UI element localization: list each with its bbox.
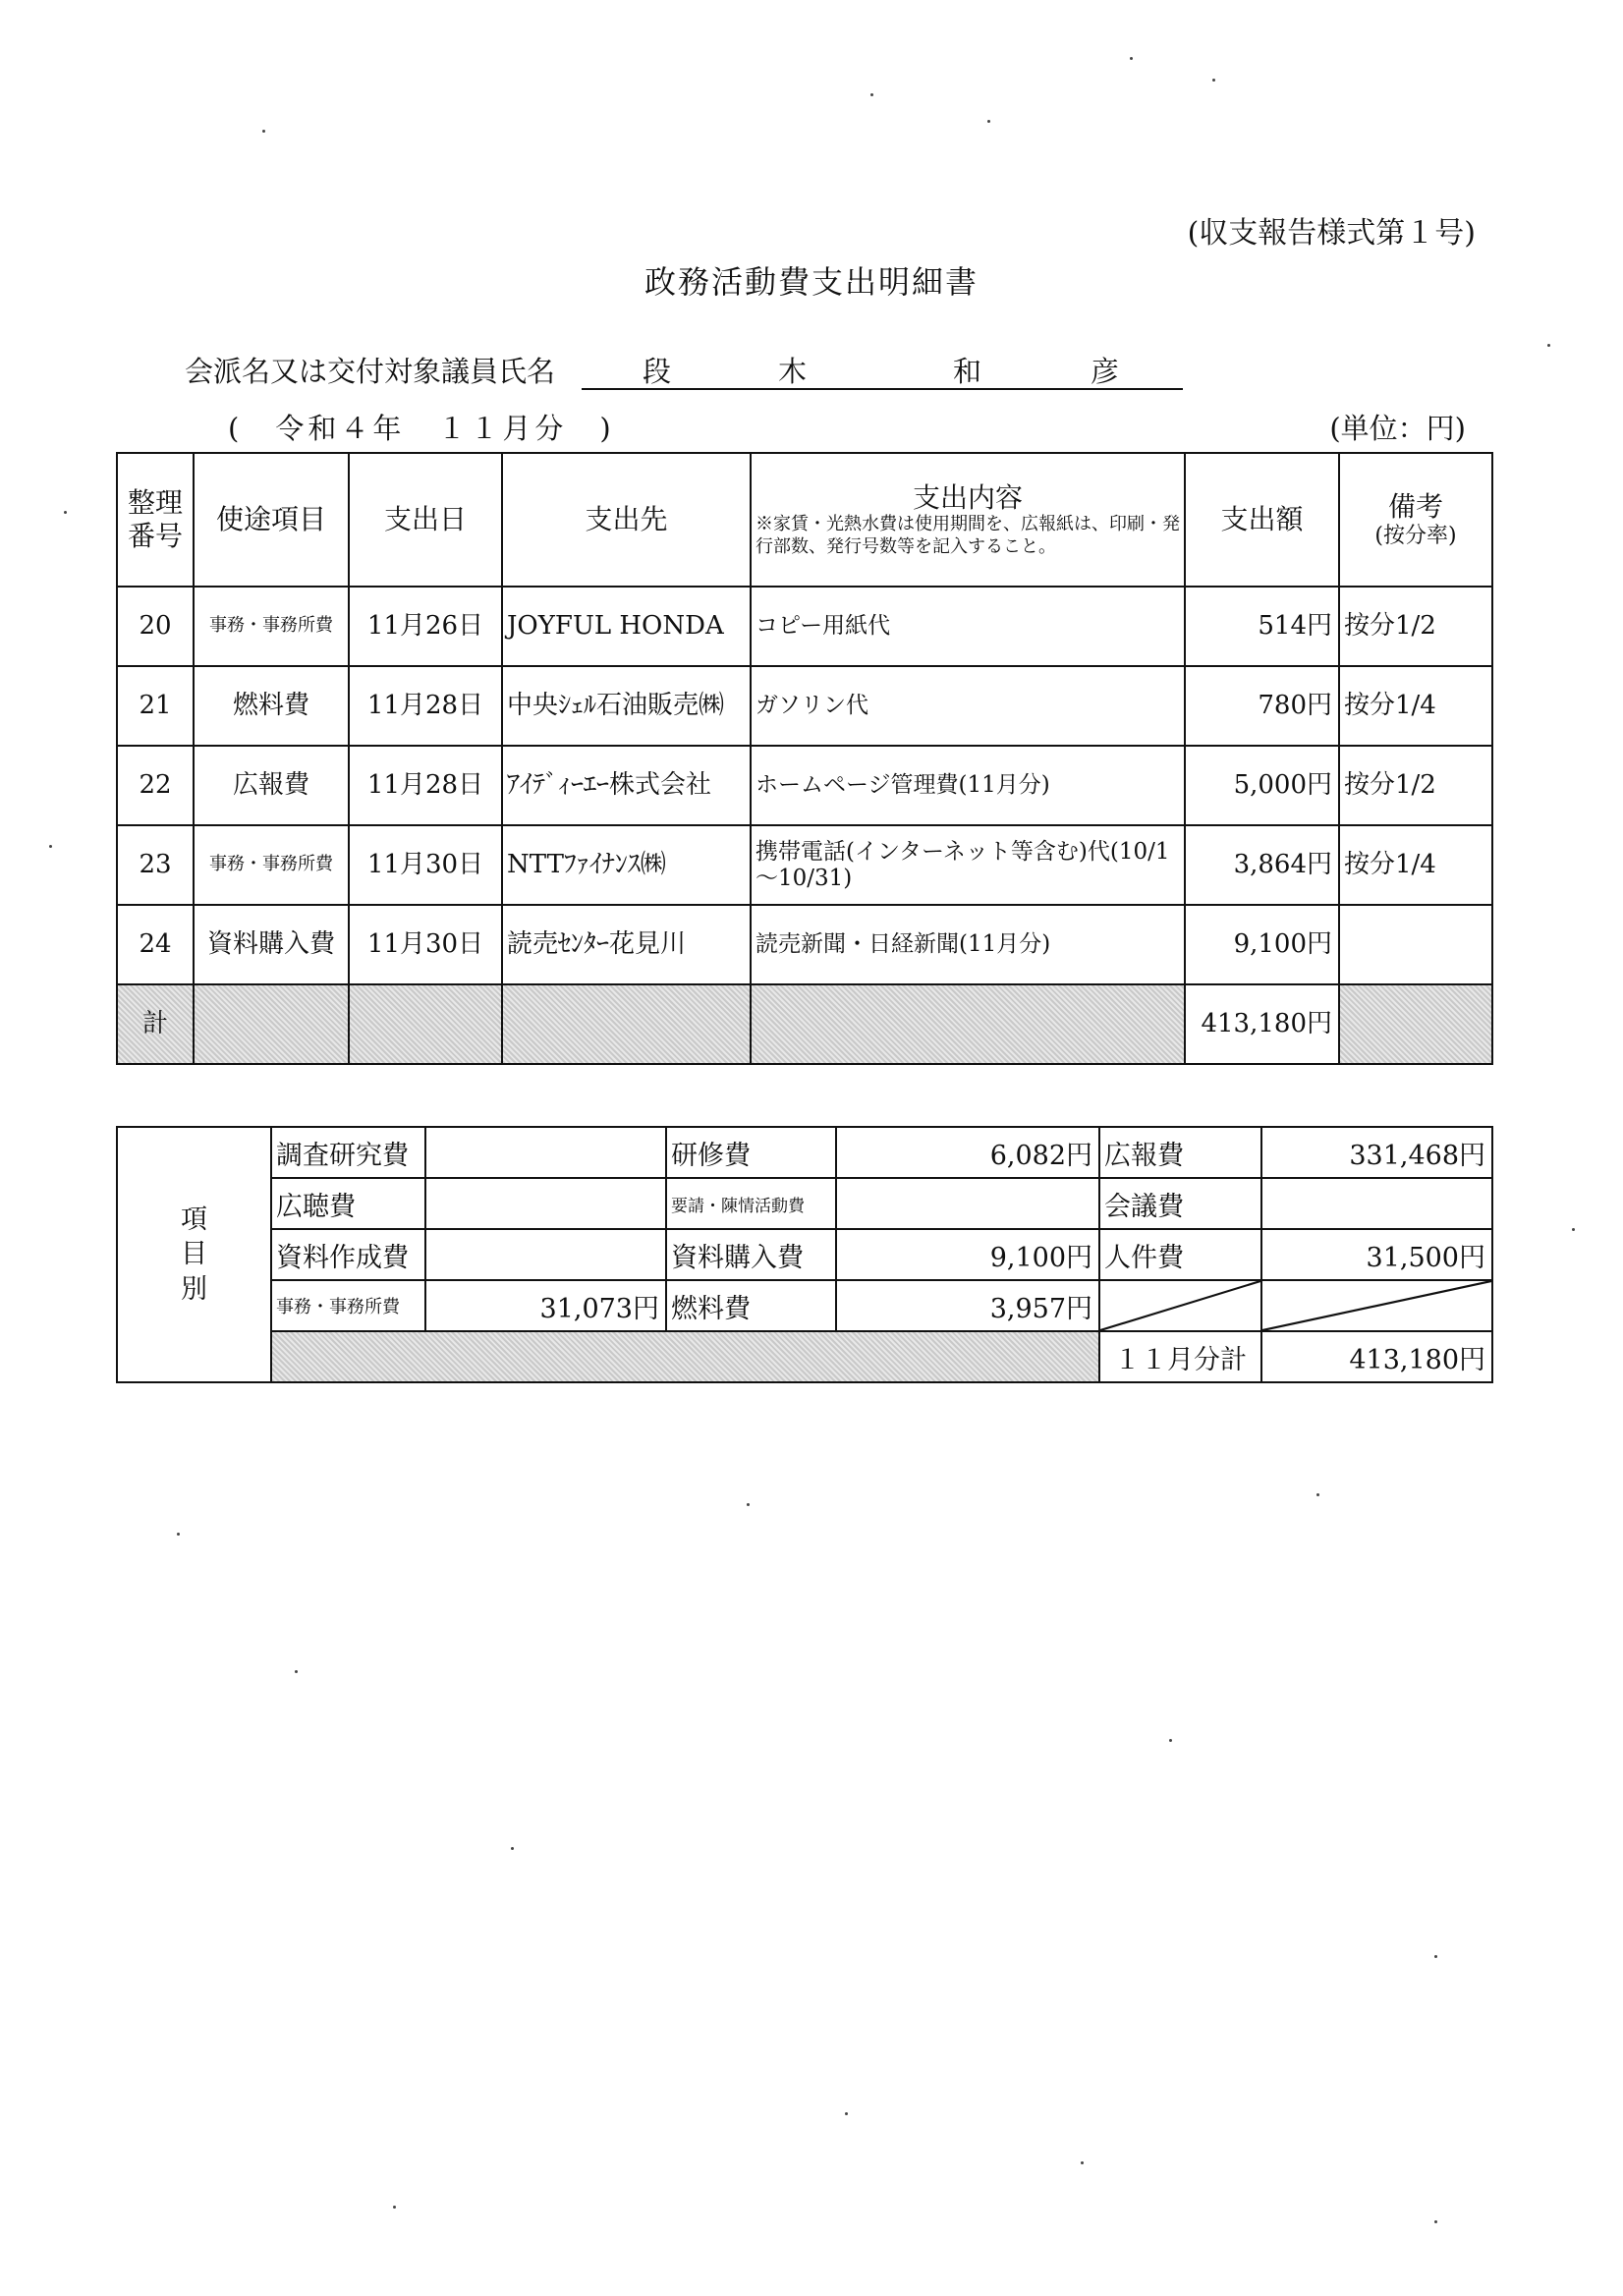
header-remarks bbox=[1339, 453, 1492, 587]
member-name-char: 彦 bbox=[1091, 355, 1120, 388]
row-amount: 5,000円 bbox=[1185, 746, 1339, 825]
unit-label: (単位：円) bbox=[1329, 412, 1466, 445]
row-remarks: 按分1/2 bbox=[1339, 587, 1492, 666]
member-label: 会派名又は交付対象議員氏名 bbox=[185, 355, 556, 388]
header-no: 整理番号 bbox=[117, 453, 194, 587]
personnel-label: 人件費 bbox=[1099, 1229, 1261, 1280]
row-remarks bbox=[1339, 905, 1492, 984]
row-date: 11月28日 bbox=[349, 746, 502, 825]
meeting-value bbox=[1261, 1178, 1492, 1229]
office-value: 31,073円 bbox=[425, 1280, 666, 1331]
row-date: 11月26日 bbox=[349, 587, 502, 666]
header-remarks-sub: (按分率) bbox=[1374, 523, 1457, 548]
month-total-value: 413,180円 bbox=[1261, 1331, 1492, 1382]
diagonal-cell bbox=[1261, 1280, 1492, 1331]
row-amount: 9,100円 bbox=[1185, 905, 1339, 984]
member-name-char: 和 bbox=[953, 355, 982, 388]
shaded-cell bbox=[349, 984, 502, 1064]
row-no: 23 bbox=[117, 825, 194, 905]
row-remarks: 按分1/4 bbox=[1339, 666, 1492, 746]
row-purpose: 事務・事務所費 bbox=[194, 825, 349, 905]
member-name-char: 木 bbox=[778, 355, 808, 388]
summary-side-label: 項目別 bbox=[117, 1127, 271, 1382]
row-date: 11月30日 bbox=[349, 825, 502, 905]
training-label: 研修費 bbox=[666, 1127, 836, 1178]
period: ( 令和４年 １１月分 ) bbox=[228, 412, 615, 445]
row-purpose: 広報費 bbox=[194, 746, 349, 825]
training-value: 6,082円 bbox=[836, 1127, 1099, 1178]
shaded-cell bbox=[502, 984, 751, 1064]
hearing-value bbox=[425, 1178, 666, 1229]
hearing-label: 広聴費 bbox=[271, 1178, 425, 1229]
row-remarks: 按分1/2 bbox=[1339, 746, 1492, 825]
summary-row bbox=[117, 1127, 1492, 1178]
fuel-value: 3,957円 bbox=[836, 1280, 1099, 1331]
petition-value bbox=[836, 1178, 1099, 1229]
materials-make-value bbox=[425, 1229, 666, 1280]
pr-value: 331,468円 bbox=[1261, 1127, 1492, 1178]
row-payee: JOYFUL HONDA bbox=[502, 587, 751, 666]
expenditure-table bbox=[116, 452, 1493, 1065]
total-label: 計 bbox=[117, 984, 194, 1064]
table-header-row bbox=[117, 453, 1492, 587]
table-row bbox=[117, 905, 1492, 984]
table-row bbox=[117, 666, 1492, 746]
row-content: ガソリン代 bbox=[751, 666, 1185, 746]
row-no: 20 bbox=[117, 587, 194, 666]
form-number: (収支報告様式第１号) bbox=[1187, 216, 1476, 251]
research-label: 調査研究費 bbox=[271, 1127, 425, 1178]
member-name-line bbox=[582, 344, 1183, 390]
row-no: 24 bbox=[117, 905, 194, 984]
row-amount: 514円 bbox=[1185, 587, 1339, 666]
row-content: 携帯電話(インターネット等含む)代(10/1～10/31) bbox=[751, 825, 1185, 905]
summary-row bbox=[117, 1331, 1492, 1382]
shaded-cell bbox=[751, 984, 1185, 1064]
header-date: 支出日 bbox=[349, 453, 502, 587]
diagonal-line bbox=[1262, 1281, 1491, 1330]
row-date: 11月28日 bbox=[349, 666, 502, 746]
header-content-label: 支出内容 bbox=[912, 480, 1023, 514]
row-payee: 中央ｼｪﾙ石油販売㈱ bbox=[502, 666, 751, 746]
table-row bbox=[117, 825, 1492, 905]
summary-row bbox=[117, 1280, 1492, 1331]
office-label: 事務・事務所費 bbox=[271, 1280, 425, 1331]
shaded-cell bbox=[271, 1331, 1099, 1382]
month-total-label: １１月分計 bbox=[1099, 1331, 1261, 1382]
summary-row bbox=[117, 1229, 1492, 1280]
header-content-note: ※家賃・光熱水費は使用期間を、広報紙は、印刷・発行部数、発行号数等を記入すること。 bbox=[756, 514, 1180, 557]
research-value bbox=[425, 1127, 666, 1178]
header-content bbox=[751, 453, 1185, 587]
meeting-label: 会議費 bbox=[1099, 1178, 1261, 1229]
row-payee: 読売ｾﾝﾀｰ花見川 bbox=[502, 905, 751, 984]
row-payee: NTTﾌｧｲﾅﾝｽ㈱ bbox=[502, 825, 751, 905]
member-name-char: 段 bbox=[643, 355, 672, 388]
row-content: 読売新聞・日経新聞(11月分) bbox=[751, 905, 1185, 984]
diagonal-cell bbox=[1099, 1280, 1261, 1331]
table-row bbox=[117, 746, 1492, 825]
materials-buy-label: 資料購入費 bbox=[666, 1229, 836, 1280]
pr-label: 広報費 bbox=[1099, 1127, 1261, 1178]
row-content: ホームページ管理費(11月分) bbox=[751, 746, 1185, 825]
materials-make-label: 資料作成費 bbox=[271, 1229, 425, 1280]
summary-row bbox=[117, 1178, 1492, 1229]
header-amount: 支出額 bbox=[1185, 453, 1339, 587]
row-purpose: 資料購入費 bbox=[194, 905, 349, 984]
total-amount: 413,180円 bbox=[1185, 984, 1339, 1064]
header-purpose: 使途項目 bbox=[194, 453, 349, 587]
fuel-label: 燃料費 bbox=[666, 1280, 836, 1331]
row-payee: ｱｲﾃﾞｨｰｴｰ株式会社 bbox=[502, 746, 751, 825]
header-payee: 支出先 bbox=[502, 453, 751, 587]
materials-buy-value: 9,100円 bbox=[836, 1229, 1099, 1280]
personnel-value: 31,500円 bbox=[1261, 1229, 1492, 1280]
shaded-cell bbox=[194, 984, 349, 1064]
row-amount: 780円 bbox=[1185, 666, 1339, 746]
row-date: 11月30日 bbox=[349, 905, 502, 984]
diagonal-line bbox=[1100, 1281, 1260, 1330]
table-row bbox=[117, 587, 1492, 666]
category-summary-table bbox=[116, 1126, 1493, 1383]
document-title: 政務活動費支出明細書 bbox=[644, 263, 979, 301]
shaded-cell bbox=[1339, 984, 1492, 1064]
petition-label: 要請・陳情活動費 bbox=[666, 1178, 836, 1229]
row-purpose: 燃料費 bbox=[194, 666, 349, 746]
row-purpose: 事務・事務所費 bbox=[194, 587, 349, 666]
row-no: 21 bbox=[117, 666, 194, 746]
row-amount: 3,864円 bbox=[1185, 825, 1339, 905]
row-remarks: 按分1/4 bbox=[1339, 825, 1492, 905]
row-no: 22 bbox=[117, 746, 194, 825]
row-content: コピー用紙代 bbox=[751, 587, 1185, 666]
total-row bbox=[117, 984, 1492, 1064]
header-remarks-label: 備考 bbox=[1387, 490, 1443, 523]
